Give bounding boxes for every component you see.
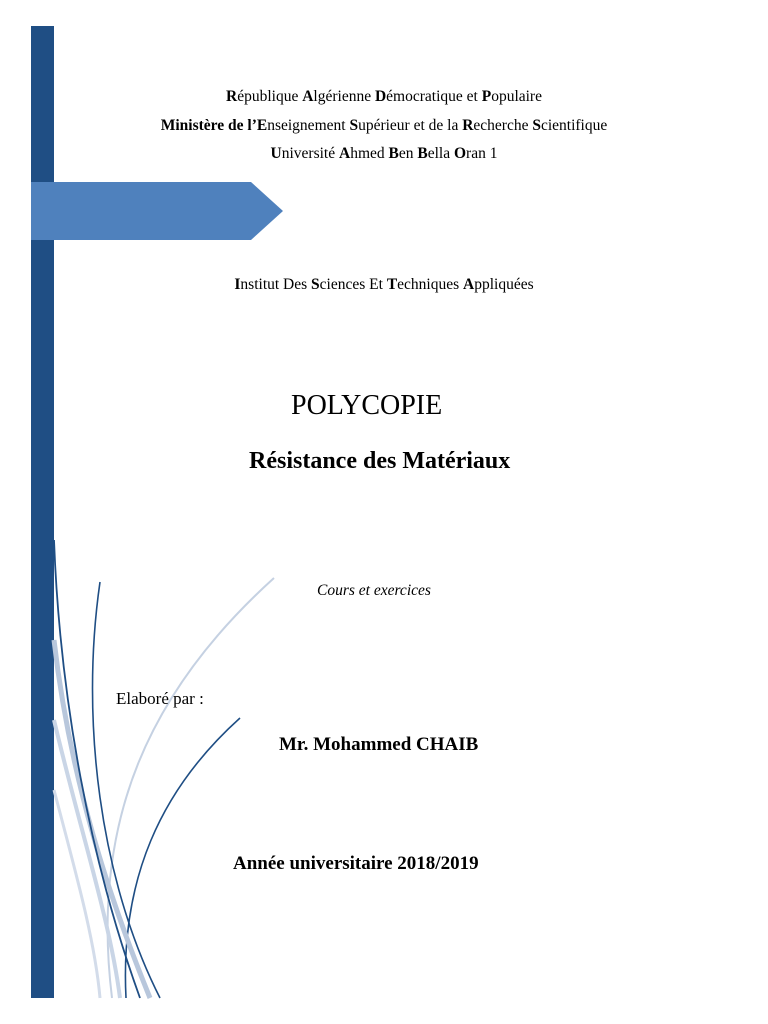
document-subtitle: Cours et exercices [317,582,431,599]
text-run: ppliquées [474,276,534,293]
text-run: émocratique et [386,88,482,105]
text-run: R [226,88,238,105]
arrow-banner [31,182,283,240]
text-run: upérieur et de la [358,117,463,134]
text-run: B [388,145,399,162]
text-run: niversité [281,145,339,162]
text-run: nstitut Des [240,276,312,293]
decorative-curve [125,718,240,998]
text-run: O [453,145,467,162]
author-name: Mr. Mohammed CHAIB [279,734,479,755]
text-run: ran 1 [466,145,498,162]
document-type: POLYCOPIE [291,390,443,421]
text-run: D [374,88,387,105]
header-university [0,145,768,163]
academic-year: Année universitaire 2018/2019 [233,853,479,874]
text-run: lgérienne [313,88,375,105]
text-run: ciences Et [319,276,387,293]
text-run: A [463,276,475,293]
text-run: épublique [237,88,303,105]
text-run: S [349,117,359,134]
header-ministry [0,117,768,135]
text-run: ella [427,145,454,162]
text-run: echniques [397,276,464,293]
text-run: U [270,145,282,162]
text-run: S [311,276,320,293]
institute-name [0,276,768,294]
text-run: nseignement [267,117,350,134]
author-label: Elaboré par : [116,689,204,708]
decorative-curve [54,790,100,998]
text-run: echerche [473,117,533,134]
text-run: I [234,276,241,293]
text-run: en [398,145,418,162]
text-run: cientifique [540,117,608,134]
text-run: A [302,88,314,105]
text-run: P [481,88,492,105]
header-republic [0,88,768,106]
text-run: S [532,117,541,134]
text-run: Ministère de l’E [160,117,268,134]
document-title: Résistance des Matériaux [249,448,511,474]
text-run: T [386,276,398,293]
text-run: B [417,145,428,162]
text-run: R [462,117,474,134]
decorative-curve [54,720,120,998]
text-run: hmed [350,145,389,162]
text-run: A [339,145,351,162]
text-run: opulaire [491,88,542,105]
